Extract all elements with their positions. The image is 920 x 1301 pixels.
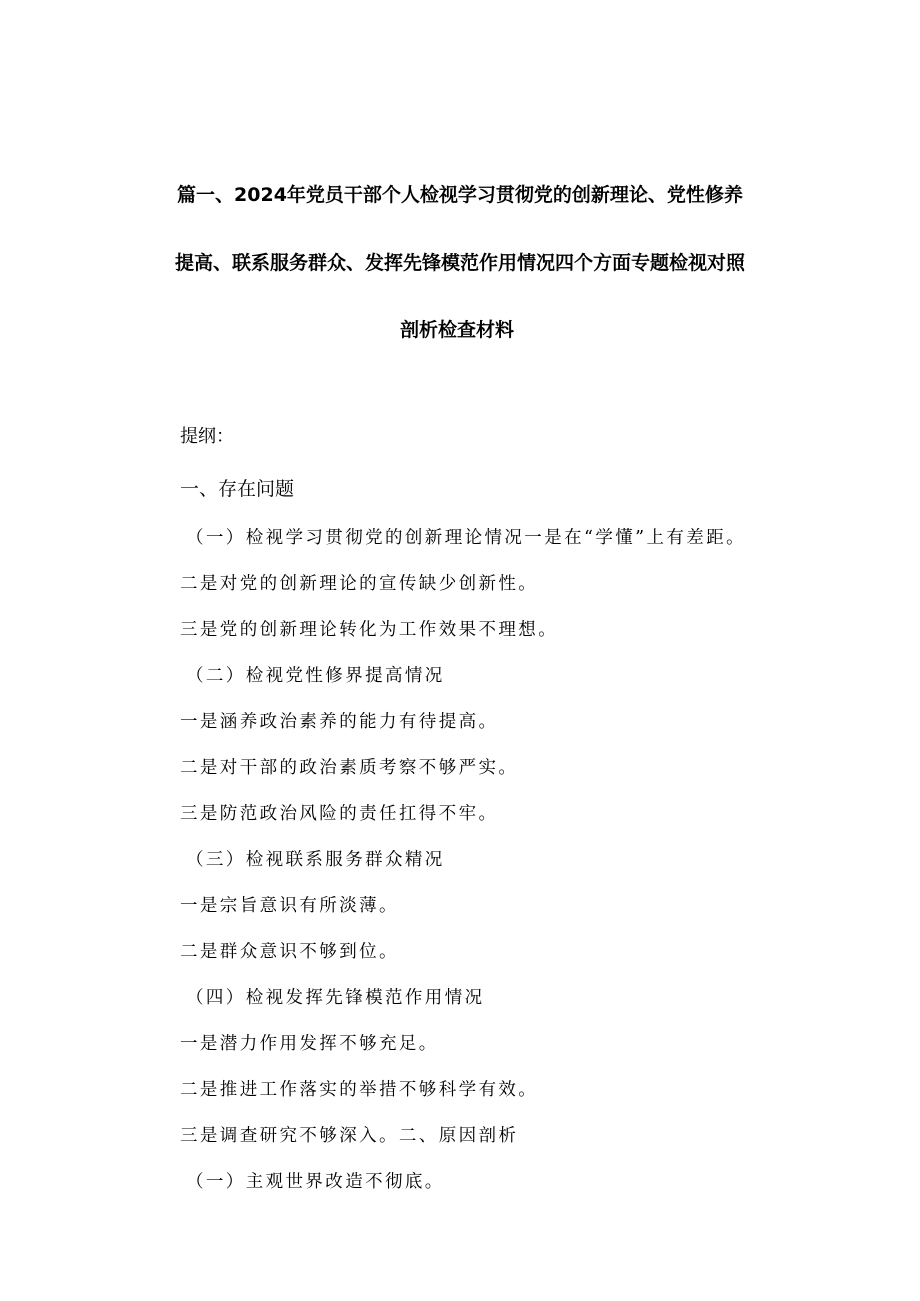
body-line-3: 三是党的创新理论转化为工作效果不理想。	[180, 620, 559, 640]
body-line-5: 一是涵养政治素养的能力有待提高。	[180, 712, 499, 732]
body-line-15: （一）主观世界改造不彻底。	[186, 1172, 445, 1192]
body-line-13: 二是推进工作落实的举措不够科学有效。	[180, 1080, 539, 1100]
body-line-6: 二是对干部的政治素质考察不够严实。	[180, 758, 519, 778]
body-line-12: 一是潜力作用发挥不够充足。	[180, 1034, 439, 1054]
document-title-line-3: 剖析检查材料	[400, 319, 515, 341]
body-line-4: （二）检视党性修界提高情况	[186, 666, 445, 686]
body-line-9: 一是宗旨意识有所淡薄。	[180, 896, 399, 916]
body-line-8: （三）检视联系服务群众精况	[186, 850, 445, 870]
outline-label: 提纲：	[180, 426, 234, 447]
body-line-7: 三是防范政治风险的责任扛得不牢。	[180, 804, 499, 824]
body-line-11: （四）检视发挥先锋模范作用情况	[186, 988, 485, 1008]
body-line-14: 三是调查研究不够深入。二、原因剖析	[180, 1126, 519, 1146]
section-heading: 一、存在问题	[180, 478, 295, 500]
document-title-line-1: 篇一、2024年党员干部个人检视学习贯彻党的创新理论、党性修养	[177, 184, 743, 206]
body-line-1: （一）检视学习贯彻党的创新理论情况一是在“学懂”上有差距。	[186, 528, 746, 548]
body-line-10: 二是群众意识不够到位。	[180, 942, 399, 962]
body-line-2: 二是对党的创新理论的宣传缺少创新性。	[180, 574, 539, 594]
document-title-line-2: 提高、联系服务群众、发挥先锋模范作用情况四个方面专题检视对照	[174, 252, 745, 274]
